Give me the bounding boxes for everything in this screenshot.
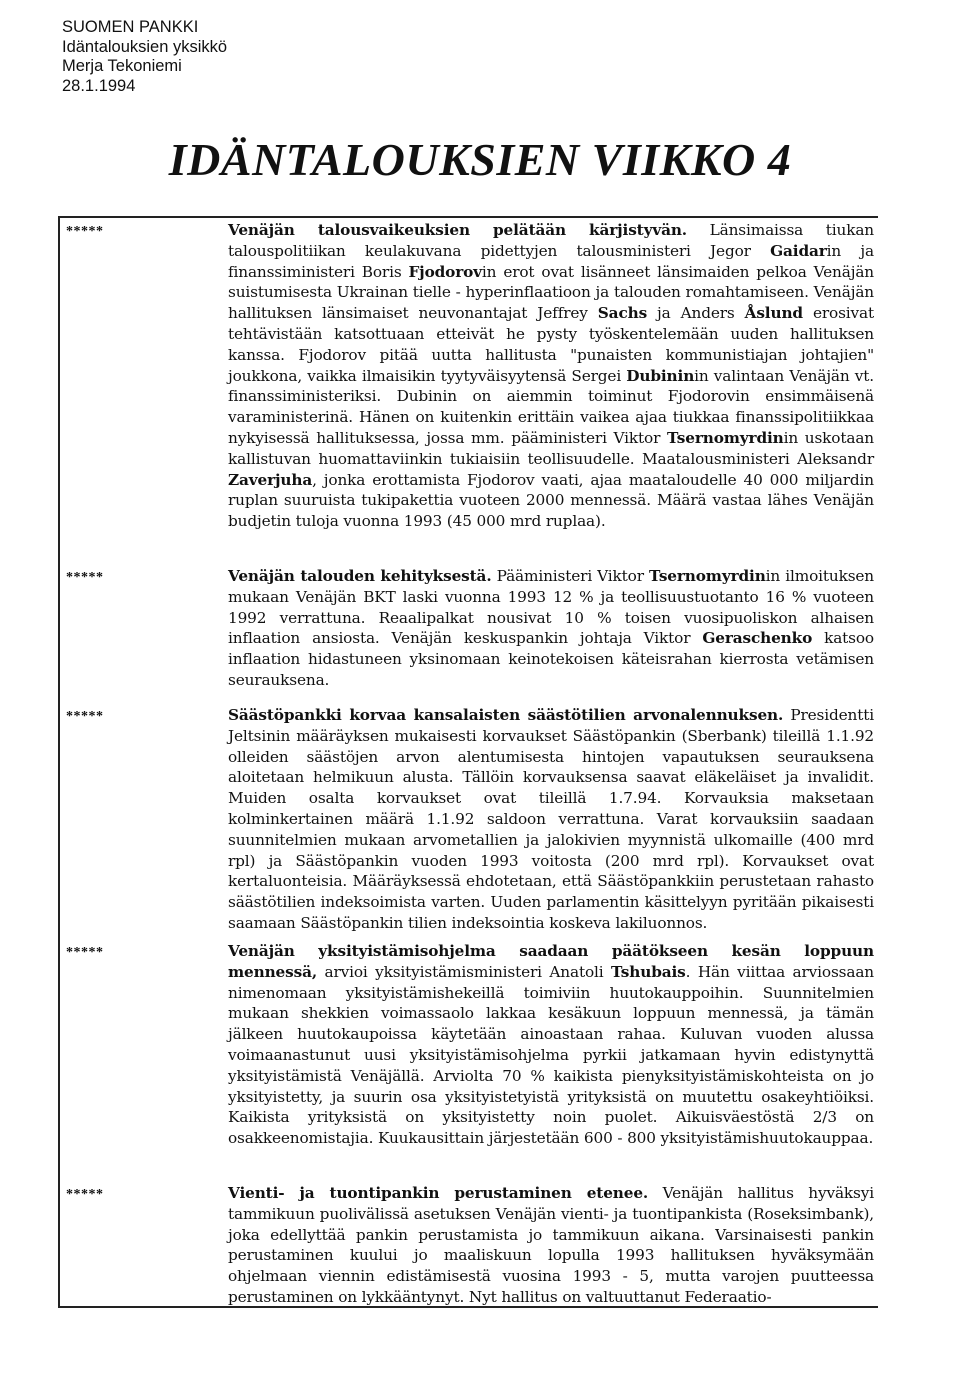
news-item	[228, 566, 874, 691]
document-header	[62, 18, 227, 96]
item-heading: Venäjän yksityistämisohjelma saadaan päätökseen kesän loppuun mennessä,	[228, 942, 874, 981]
item-paragraph: Vienti- ja tuontipankin perustaminen etenee. Venäjän hallitus hyväksyi tammikuun puolivälissä asetuksen Venäjän vienti- ja tuontipankista (Roseksimbank), joka edellyttää pankin perustamista jo tammikuun aikana. Varsinaisesti pankin perustaminen kuului jo maaliskuun lopulla 1993 hallituksen hyväksymään ohjelmaan viennin edistämisestä vuosina 1993 - 5, mutta varojen puutteessa perustaminen on lykkääntynyt. Nyt hallitus on valtuuttanut Federaatio-	[228, 1184, 874, 1306]
news-item	[228, 220, 874, 532]
item-separator: *****	[66, 945, 104, 960]
news-item	[228, 941, 874, 1149]
item-separator: *****	[66, 1187, 104, 1202]
page-title: IDÄNTALOUKSIEN VIIKKO 4	[168, 134, 792, 185]
document-date: 28.1.1994	[62, 76, 136, 95]
unit-name: Idäntalouksien yksikkö	[62, 37, 228, 56]
item-heading: Venäjän talouden kehityksestä.	[228, 567, 492, 585]
item-separator: *****	[66, 570, 104, 585]
item-paragraph: Säästöpankki korvaa kansalaisten säästötilien arvonalennuksen. Presidentti Jeltsinin määräyksen mukaisesti korvaukset Säästöpankin (Sberbank) tileillä 1.1.92 olleiden säästöjen arvon alentumisesta hintojen vapautuksen seurauksena aloitetaan helmikuun alusta. Tällöin korvauksensa saavat eläkeläiset ja invalidit. Muiden osalta korvaukset ovat tileillä 1.7.94. Korvauksia maksetaan kolminkertainen määrä 1.1.92 saldoon verrattuna. Varat korvauksiin saadaan suunnitelmien mukaan arvometallien ja jalokivien myynnistä ulkomaille (400 mrd rpl) ja Säästöpankin vuoden 1993 voitosta (200 mrd rpl). Korvaukset ovat kertaluonteisia. Määräyksessä ehdotetaan, että Säästöpankkiin perustetaan rahasto säästötilien indeksoimista varten. Uuden parlamentin käsittelyyn pyritään pikaisesti saamaan Säästöpankin tilien indeksointia koskeva lakiluonnos.	[228, 706, 874, 932]
author-name: Merja Tekoniemi	[62, 57, 182, 75]
item-paragraph: Venäjän talouden kehityksestä. Pääministeri Viktor Tsernomyrdinin ilmoituksen mukaan Venäjän BKT laski vuonna 1993 12 % ja teollisuustuotanto 16 % vuoteen 1992 verrattuna. Reaalipalkat nousivat 10 % toisen vuosipuoliskon alhaisen inflaation ansiosta. Venäjän keskuspankin johtaja Viktor Geraschenko katsoo inflaation hidastuneen yksinomaan keinotekoisen käteisrahan kierrosta vetämisen seurauksena.	[228, 567, 874, 689]
item-separator: *****	[66, 224, 104, 239]
news-item	[228, 1183, 874, 1308]
item-heading: Säästöpankki korvaa kansalaisten säästötilien arvonalennuksen.	[228, 706, 784, 724]
organization-name: SUOMEN PANKKI	[62, 18, 199, 36]
item-heading: Venäjän talousvaikeuksien pelätään kärjistyvän.	[228, 221, 687, 239]
item-paragraph: Venäjän talousvaikeuksien pelätään kärjistyvän. Länsimaissa tiukan talouspolitiikan keulakuvana pidettyjen talousministeri Jegor Gaidarin ja finanssiministeri Boris Fjodorovin erot ovat lisänneet länsimaiden pelkoa Venäjän suistumisesta Ukrainan tielle - hyperinflaatioon ja talouden romahtamiseen. Venäjän hallituksen länsimaiset neuvonantajat Jeffrey Sachs ja Anders Åslund erosivat tehtävistään katsottuaan etteivät he pysty työskentelemään uuden hallituksen kanssa. Fjodorov pitää uutta hallitusta "punaisten kommunistiajan johtajien" joukkona, vaikka ilmaisikin tyytyväisyytensä Sergei Dubininin valintaan Venäjän vt. finanssiministeriksi. Dubinin on aiemmin toiminut Fjodorovin ensimmäisenä varaministerinä. Hänen on kuitenkin erittäin vaikea ajaa tiukkaa finanssipolitiikkaa nykyisessä hallituksessa, jossa mm. pääministeri Viktor Tsernomyrdinin uskotaan kallistuvan huomattaviinkin tukiaisiin teollisuudelle. Maatalousministeri Aleksandr Zaverjuha, jonka erottamista Fjodorov vaati, ajaa maataloudelle 40 000 miljardin ruplan suuruista tukipakettia vuoteen 2000 mennessä. Määrä vastaa lähes Venäjän budjetin tuloja vuonna 1993 (45 000 mrd ruplaa).	[228, 221, 875, 531]
news-item	[228, 705, 874, 934]
item-separator: *****	[66, 709, 104, 724]
item-heading: Vienti- ja tuontipankin perustaminen etenee.	[228, 1184, 649, 1202]
item-paragraph: Venäjän yksityistämisohjelma saadaan päätökseen kesän loppuun mennessä, arvioi yksityistämisministeri Anatoli Tshubais. Hän viittaa arviossaan nimenomaan yksityistämishekeillä toimiviin huutokauppoihin. Suunnitelmien mukaan shekkien voimassaolo lakkaa kesäkuun loppuun mennessä, ja tämän jälkeen huutokaupoissa käytetään ainoastaan rahaa. Kuluvan vuoden alussa voimaanastunut uusi yksityistämisohjelma pyrkii jatkamaan hyvin edistynyttä yksityistämistä Venäjällä. Arviolta 70 % kaikista pienyksityistämiskohteista on jo yksityistetty, ja suurin osa yksityistetyistä yrityksistä on muutettu osakeyhtiöiksi. Kaikista yrityksistä on yksityistetty noin puolet. Aikuisväestöstä 2/3 on osakkeenomistajia. Kuukausittain järjestetään 600 - 800 yksityistämishuutokauppaa.	[228, 942, 874, 1148]
